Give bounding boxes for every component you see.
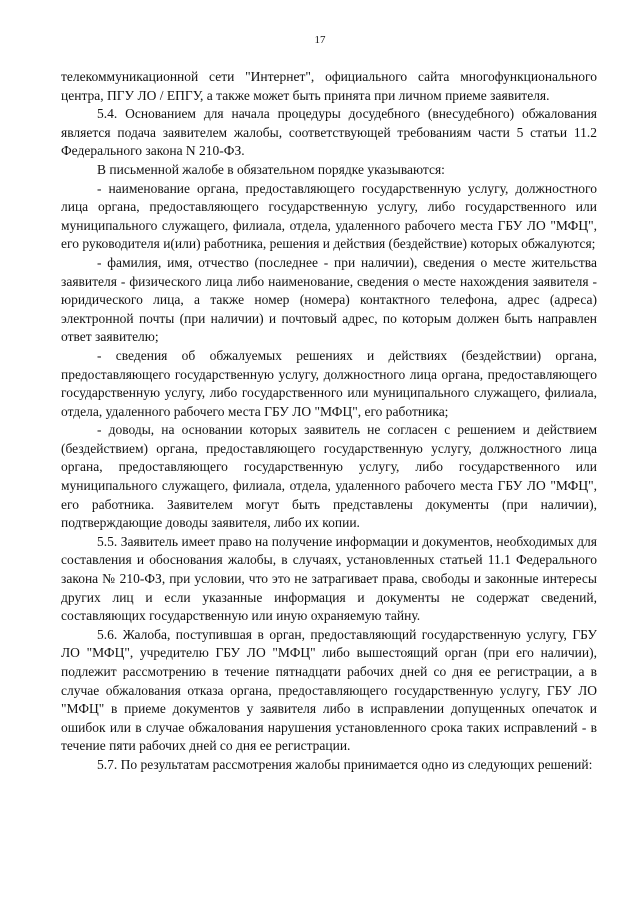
- list-item-arguments: - доводы, на основании которых заявитель не согласен с решением и действием (бездействием) органа, предоставляющего государственную услугу, должностного лица органа, предоставляющего государственную услугу, либо государственного или муниципального служащего, филиала, отдела, удаленного рабочего места ГБУ ЛО "МФЦ", его работника. Заявителем могут быть представлены документы (при наличии), подтверждающие доводы заявителя, либо их копии.: [61, 422, 597, 531]
- paragraph-written-complaint-intro: В письменной жалобе в обязательном порядке указываются:: [97, 161, 445, 177]
- document-body: [61, 68, 597, 775]
- list-item-organ-name: - наименование органа, предоставляющего государственную услугу, должностного лица органа, предоставляющего государственную услугу, либо государственного или муниципального служащего, филиала, отдела, удаленного рабочего места ГБУ ЛО "МФЦ", его руководителя и(или) работника, решения и действия (бездействие) которых обжалуются;: [61, 180, 597, 252]
- paragraph-5-4: 5.4. Основанием для начала процедуры досудебного (внесудебного) обжалования является подача заявителем жалобы, соответствующей требованиям части 5 статьи 11.2 Федерального закона N 210-ФЗ.: [61, 106, 597, 159]
- list-item-applicant-details: - фамилия, имя, отчество (последнее - при наличии), сведения о месте жительства заявителя - физического лица либо наименование, сведения о месте нахождения заявителя - юридического лица, а также номер (номера) контактного телефона, адрес (адреса) электронной почты (при наличии) и почтовый адрес, по которым должен быть направлен ответ заявителю;: [61, 254, 597, 345]
- page-number: 17: [314, 34, 326, 46]
- paragraph-5-5: 5.5. Заявитель имеет право на получение информации и документов, необходимых для составления и обоснования жалобы, в случаях, установленных статьей 11.1 Федерального закона № 210-ФЗ, при условии, что это не затрагивает права, свободы и законные интересы других лиц и если указанные информация и документы не содержат сведений, составляющих государственную или иную охраняемую тайну.: [61, 533, 597, 624]
- paragraph-5-7: 5.7. По результатам рассмотрения жалобы принимается одно из следующих решений:: [97, 756, 593, 772]
- paragraph-5-6: 5.6. Жалоба, поступившая в орган, предоставляющий государственную услугу, ГБУ ЛО "МФЦ", учредителю ГБУ ЛО "МФЦ" либо вышестоящий орган (при его наличии), подлежит рассмотрению в течение пятнадцати рабочих дней со дня ее регистрации, а в случае обжалования отказа органа, предоставляющего государственную услугу, ГБУ ЛО "МФЦ" в приеме документов у заявителя либо в исправлении допущенных опечаток и ошибок или в случае обжалования нарушения установленного срока таких исправлений - в течение пяти рабочих дней со дня ее регистрации.: [61, 626, 597, 754]
- list-item-appealed-decisions: - сведения об обжалуемых решениях и действиях (бездействии) органа, предоставляющего государственную услугу, должностного лица органа, предоставляющего государственную услугу, либо государственного или муниципального служащего, филиала, отдела, удаленного рабочего места ГБУ ЛО "МФЦ", его работника;: [61, 347, 597, 419]
- paragraph-continuation: телекоммуникационной сети "Интернет", официального сайта многофункционального центра, ПГУ ЛО / ЕПГУ, а также может быть принята при личном приеме заявителя.: [61, 69, 597, 103]
